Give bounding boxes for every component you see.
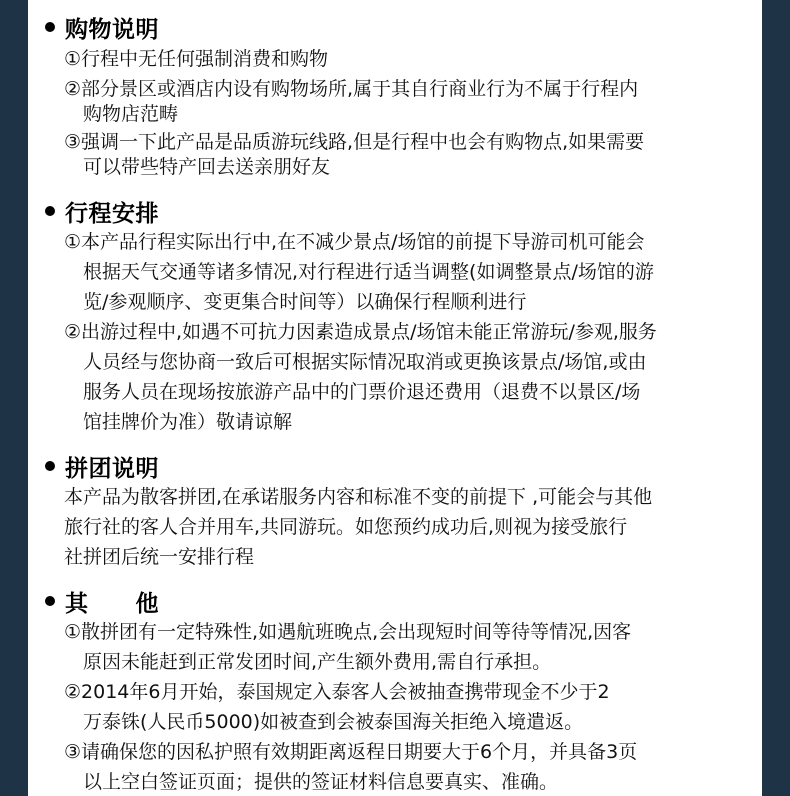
section-heading-shopping	[45, 11, 159, 43]
text-line: ②2014年6月开始，泰国规定入泰客人会被抽查携带现金不少于2	[64, 681, 610, 703]
text-line: ①本产品行程实际出行中,在不减少景点/场馆的前提下导游司机可能会	[64, 231, 645, 253]
text-line: ①散拼团有一定特殊性,如遇航班晚点,会出现短时间等待等情况,因客	[64, 621, 632, 643]
text-line: 旅行社的客人合并用车,共同游玩。如您预约成功后,则视为接受旅行	[64, 516, 628, 538]
text-line: ③请确保您的因私护照有效期距离返程日期要大于6个月，并具备3页	[64, 741, 638, 763]
text-line: 万泰铢(人民币5000)如被查到会被泰国海关拒绝入境遣返。	[83, 711, 584, 733]
section-title: 购物说明	[65, 16, 159, 43]
bullet-icon	[45, 596, 55, 606]
text-line: ②出游过程中,如遇不可抗力因素造成景点/场馆未能正常游玩/参观,服务	[64, 321, 657, 343]
text-line: 以上空白签证页面；提供的签证材料信息要真实、准确。	[83, 771, 559, 793]
text-line: 人员经与您协商一致后可根据实际情况取消或更换该景点/场馆,或由	[83, 351, 647, 373]
text-line: 本产品为散客拼团,在承诺服务内容和标准不变的前提下 ,可能会与其他	[64, 486, 653, 508]
text-line: 根据天气交通等诸多情况,对行程进行适当调整(如调整景点/场馆的游	[83, 261, 654, 283]
text-line: 社拼团后统一安排行程	[64, 546, 255, 568]
text-line: ③强调一下此产品是品质游玩线路,但是行程中也会有购物点,如果需要	[64, 131, 645, 153]
text-line: 览/参观顺序、变更集合时间等）以确保行程顺利进行	[83, 291, 527, 313]
section-heading-group	[45, 450, 159, 482]
text-line: 可以带些特产回去送亲朋好友	[83, 156, 331, 178]
document-page	[28, 0, 762, 796]
bullet-icon	[45, 461, 55, 471]
bullet-icon	[45, 22, 55, 32]
section-heading-itinerary	[45, 195, 159, 227]
text-line: 服务人员在现场按旅游产品中的门票价退还费用（退费不以景区/场	[83, 381, 641, 403]
text-line: 购物店范畴	[83, 103, 179, 125]
text-line: 原因未能赶到正常发团时间,产生额外费用,需自行承担。	[83, 651, 552, 673]
text-line: 馆挂牌价为准）敬请谅解	[83, 411, 293, 433]
section-title: 行程安排	[65, 200, 159, 227]
section-title: 拼团说明	[65, 455, 159, 482]
bullet-icon	[45, 206, 55, 216]
text-line: ①行程中无任何强制消费和购物	[64, 48, 329, 70]
text-line: ②部分景区或酒店内设有购物场所,属于其自行商业行为不属于行程内	[64, 78, 639, 100]
section-heading-other	[45, 585, 159, 617]
section-title: 其 他	[65, 590, 159, 617]
